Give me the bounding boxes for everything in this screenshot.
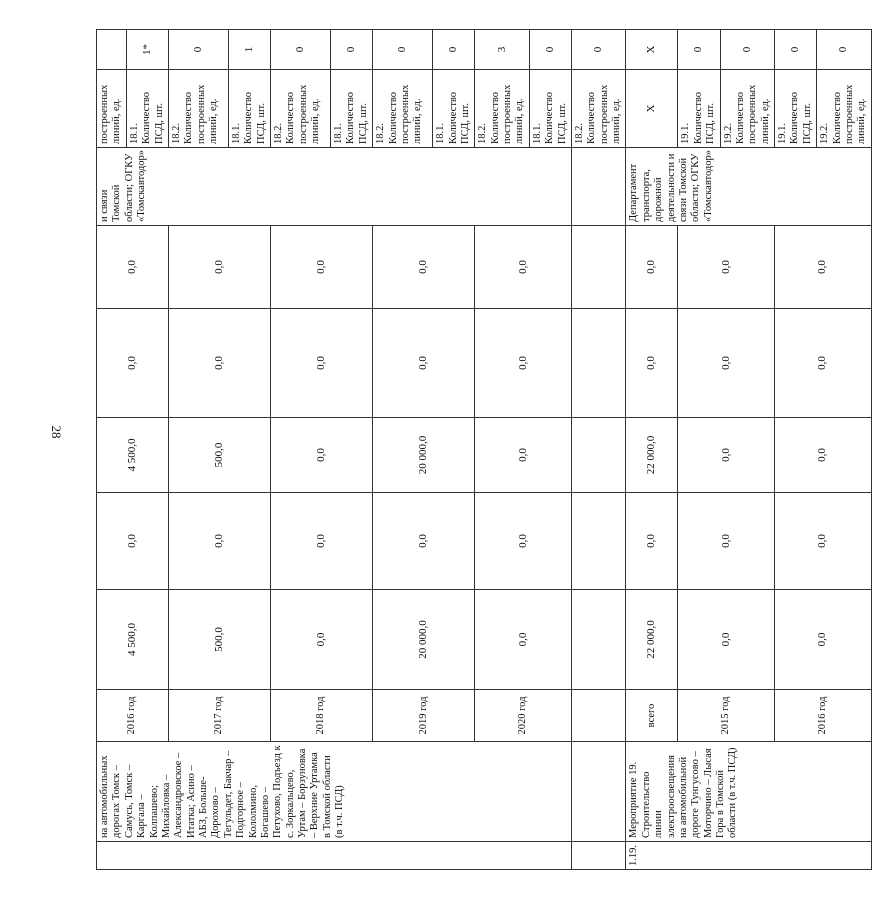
federal-cell [571, 493, 626, 590]
indicator-cell: 18.2. Количество построенных линий, ед. [168, 70, 228, 148]
indicator-cell: X [626, 70, 678, 148]
result-cell: 0 [571, 30, 626, 70]
result-cell: X [626, 30, 678, 70]
measure-name-cell [97, 742, 572, 842]
executor-cell [626, 148, 871, 226]
result-cell [97, 30, 127, 70]
municipal-cell: 0,0 [271, 309, 373, 418]
municipal-cell: 0,0 [97, 309, 169, 418]
year-cell: 2019 год [373, 690, 475, 742]
year-cell: 2017 год [168, 690, 270, 742]
result-cell: 0 [331, 30, 373, 70]
federal-cell: 0,0 [775, 493, 872, 590]
extrabudget-cell: 0,0 [168, 226, 270, 309]
federal-cell: 0,0 [373, 493, 475, 590]
result-cell: 3 [475, 30, 530, 70]
indicator-cell: 18.1. Количество ПСД, шт. [126, 70, 168, 148]
regional-cell: 500,0 [168, 418, 270, 493]
federal-cell: 0,0 [168, 493, 270, 590]
result-cell: 0 [271, 30, 331, 70]
federal-cell: 0,0 [678, 493, 775, 590]
result-cell: 0 [433, 30, 475, 70]
federal-cell: 0,0 [626, 493, 678, 590]
measure-name-text: Мероприятие 19. Строительство линии электроосвещения на автомобильной дороге Тунгусово – Моторчино – Лысая Гора в Томской области (в т.ч. ПСД) [628, 747, 739, 838]
indicator-cell: 18.1. Количество ПСД, шт. [331, 70, 373, 148]
regional-cell: 0,0 [475, 418, 572, 493]
indicator-cell [97, 70, 127, 148]
municipal-cell [571, 309, 626, 418]
measure-name-cell [571, 742, 626, 842]
year-cell: 2016 год [775, 690, 872, 742]
federal-cell: 0,0 [271, 493, 373, 590]
year-cell [571, 690, 626, 742]
rotated-table-container [96, 30, 868, 870]
row-number-cell [97, 842, 572, 870]
regional-cell [571, 418, 626, 493]
federal-cell: 0,0 [475, 493, 572, 590]
indicator-cell: 19.2. Количество построенных линий, ед. [817, 70, 872, 148]
extrabudget-cell: 0,0 [626, 226, 678, 309]
indicator-cell: 18.2. Количество построенных линий, ед. [271, 70, 331, 148]
year-cell: 2018 год [271, 690, 373, 742]
indicator-cell: 19.1. Количество ПСД, шт. [775, 70, 817, 148]
extrabudget-cell: 0,0 [373, 226, 475, 309]
result-cell: 0 [168, 30, 228, 70]
executor-text: Департамент транспорта, дорожной деятельности и связи Томской области; ОГКУ «Томскавтодор» [628, 149, 714, 222]
regional-cell: 0,0 [678, 418, 775, 493]
indicator-cell: 18.1. Количество ПСД, шт. [228, 70, 270, 148]
table-row [571, 30, 626, 870]
executor-text: и связи Томской области; ОГКУ «Томскавтодор» [99, 149, 148, 222]
total-cell: 0,0 [475, 590, 572, 690]
total-cell: 22 000,0 [626, 590, 678, 690]
total-cell: 0,0 [775, 590, 872, 690]
extrabudget-cell: 0,0 [475, 226, 572, 309]
extrabudget-cell: 0,0 [271, 226, 373, 309]
indicator-cell: 19.2. Количество построенных линий, ед. [720, 70, 775, 148]
indicator-cell: 18.2. Количество построенных линий, ед. [475, 70, 530, 148]
indicator-text: построенных линий, ед. [99, 84, 123, 144]
row-number-cell [571, 842, 626, 870]
municipal-cell: 0,0 [626, 309, 678, 418]
year-cell: всего [626, 690, 678, 742]
extrabudget-cell: 0,0 [678, 226, 775, 309]
total-cell: 0,0 [271, 590, 373, 690]
year-cell: 2015 год [678, 690, 775, 742]
regional-cell: 22 000,0 [626, 418, 678, 493]
indicator-cell: 18.1. Количество ПСД, шт. [529, 70, 571, 148]
executor-cell [571, 148, 626, 226]
municipal-cell: 0,0 [475, 309, 572, 418]
result-cell: 0 [678, 30, 720, 70]
result-cell: 0 [817, 30, 872, 70]
total-cell [571, 590, 626, 690]
result-cell: 0 [720, 30, 775, 70]
regional-cell: 20 000,0 [373, 418, 475, 493]
extrabudget-cell [571, 226, 626, 309]
executor-cell [97, 148, 572, 226]
regional-cell: 4 500,0 [97, 418, 169, 493]
page-number: 28 [49, 425, 64, 439]
total-cell: 0,0 [678, 590, 775, 690]
measure-name-text: на автомобильных дорогах Томск – Самусь, Томск – Каргала – Колпашево; Михайловка – Александровское – Итатка; Асино – АБЗ, Больше-Дорохово – Тегульдет, Бакчар – Подгорное – Кололмино, Богашево – Петухово, Подъезд к с. Зоркальцево, Уртам – Борзуновка – Верхние Уртамка в Томской области (в т.ч. ПСД) [99, 745, 346, 838]
result-cell: 0 [529, 30, 571, 70]
indicator-cell: 18.2. Количество построенных линий, ед. [571, 70, 626, 148]
total-cell: 4 500,0 [97, 590, 169, 690]
total-cell: 20 000,0 [373, 590, 475, 690]
table-row [97, 30, 127, 870]
result-cell: 1* [126, 30, 168, 70]
table-row [626, 30, 678, 870]
municipal-cell: 0,0 [168, 309, 270, 418]
extrabudget-cell: 0,0 [97, 226, 169, 309]
total-cell: 500,0 [168, 590, 270, 690]
year-cell: 2020 год [475, 690, 572, 742]
row-number-cell: 1.19. [626, 842, 871, 870]
indicator-cell: 18.1. Количество ПСД, шт. [433, 70, 475, 148]
year-cell: 2016 год [97, 690, 169, 742]
regional-cell: 0,0 [775, 418, 872, 493]
extrabudget-cell: 0,0 [775, 226, 872, 309]
municipal-cell: 0,0 [678, 309, 775, 418]
municipal-cell: 0,0 [373, 309, 475, 418]
indicator-cell: 18.2. Количество построенных линий, ед. [373, 70, 433, 148]
regional-cell: 0,0 [271, 418, 373, 493]
indicator-cell: 19.1. Количество ПСД, шт. [678, 70, 720, 148]
result-cell: 1 [228, 30, 270, 70]
measure-name-cell [626, 742, 871, 842]
result-cell: 0 [373, 30, 433, 70]
result-cell: 0 [775, 30, 817, 70]
program-table [96, 29, 872, 870]
municipal-cell: 0,0 [775, 309, 872, 418]
federal-cell: 0,0 [97, 493, 169, 590]
